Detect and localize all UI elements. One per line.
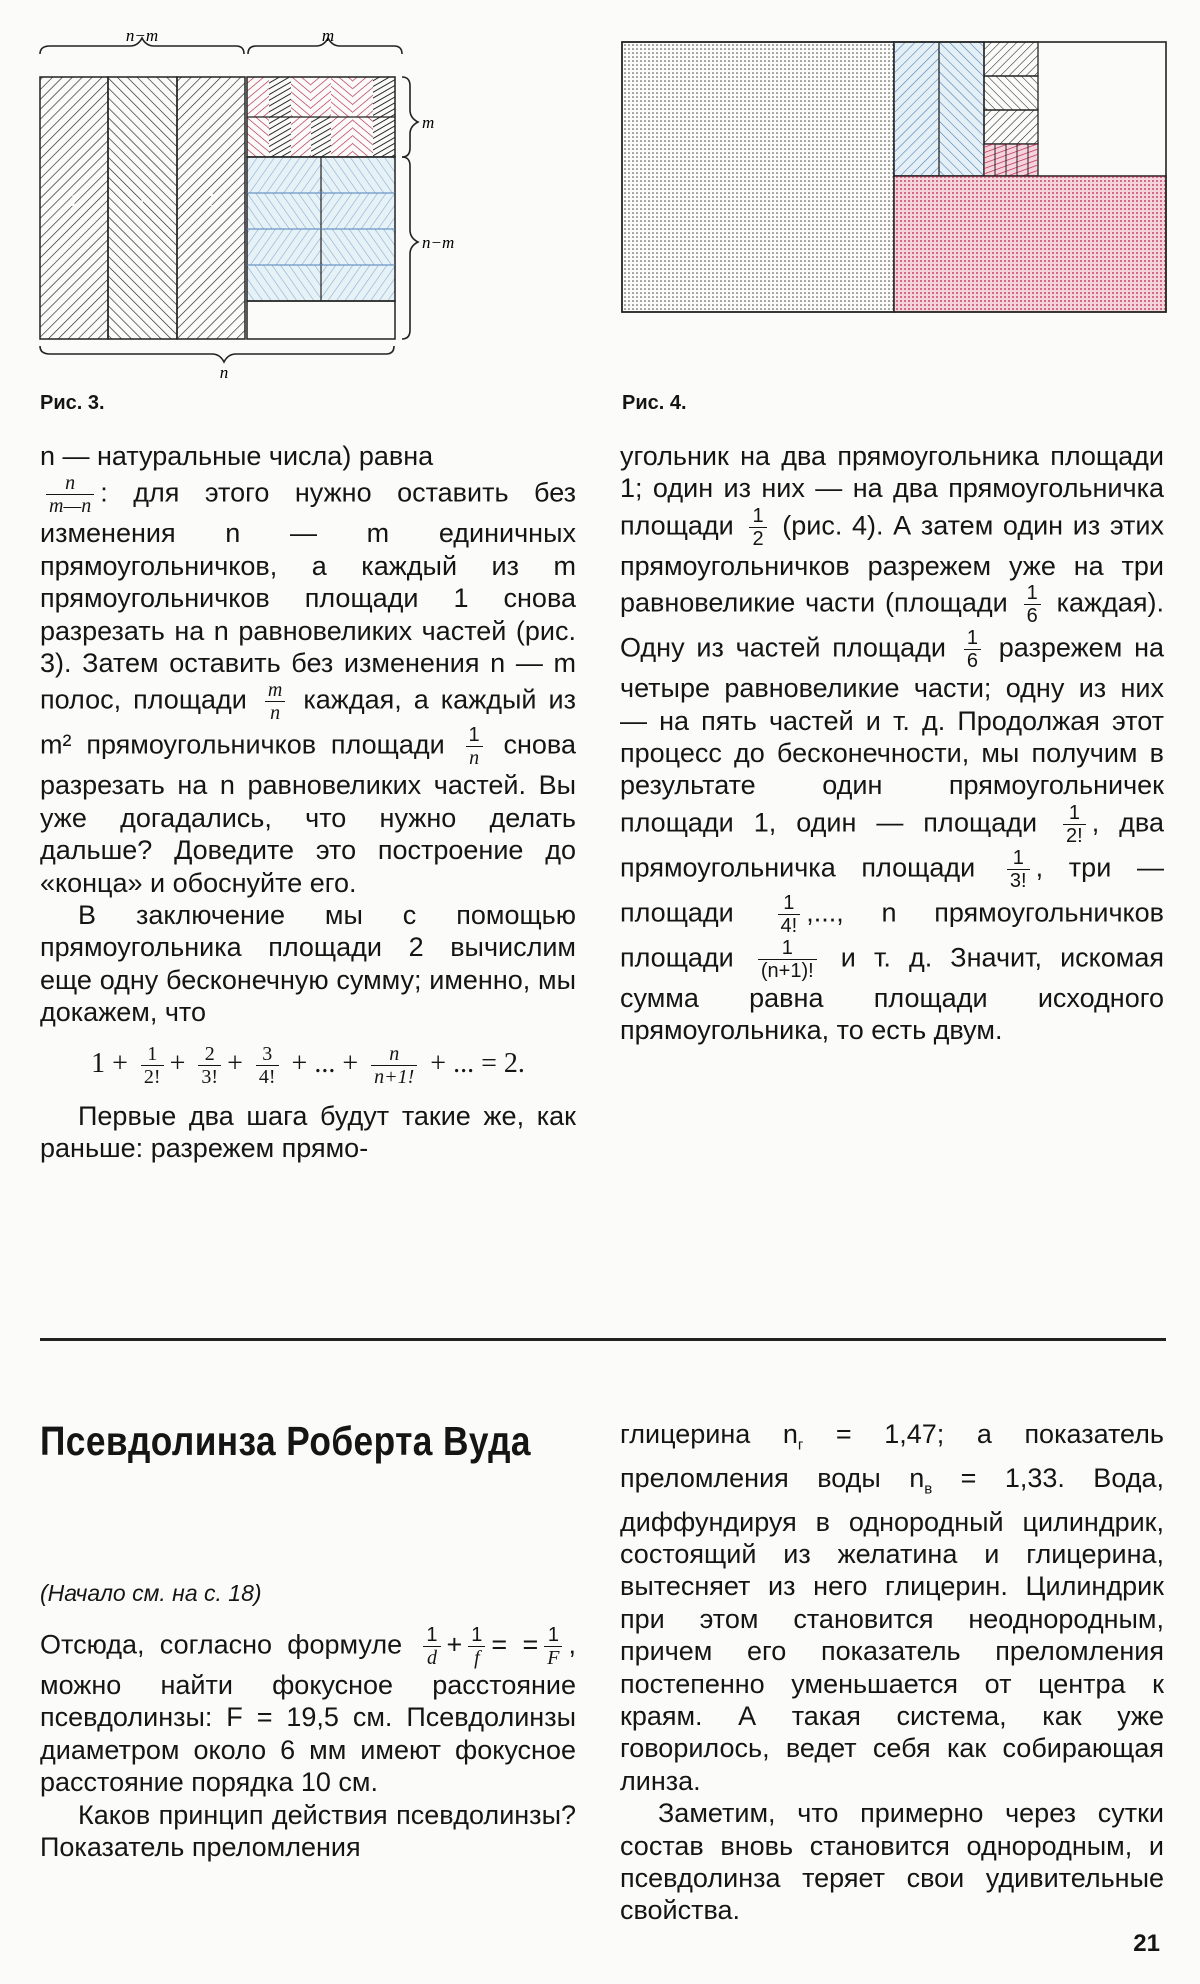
subscript: г <box>797 1436 804 1454</box>
article-paragraph-1 <box>40 1624 576 1799</box>
fig3-cell-label: 1 <box>137 190 147 210</box>
text: ,..., n прямоугольничков площади <box>620 897 1164 973</box>
fraction-den: 3! <box>1009 869 1027 892</box>
fraction <box>1063 802 1086 847</box>
text: = 1,47; а показатель преломления воды n <box>620 1419 1164 1493</box>
text: и т. д. Значит, искомая сумма равна площади исходного прямоугольника, то есть двум. <box>620 942 1164 1046</box>
text: : для этого нужно оставить без изменения n — m единичных прямоугольничков, а каждый из m прямоугольничков площади 1 снова разрезать на n равновеликих частей (рис. 3). Затем оставить без изменения n — m полос, площади <box>40 478 576 716</box>
fraction <box>46 472 94 517</box>
figure-4 <box>620 40 1168 320</box>
fraction <box>544 1624 562 1669</box>
fraction-num: 1 <box>423 1624 440 1647</box>
text: n — натуральные числа) равна <box>40 441 434 471</box>
fig3-label-m-top: m <box>321 30 335 45</box>
fraction <box>778 892 801 937</box>
fraction-num: n <box>46 472 94 495</box>
fig3-red-block <box>247 77 395 157</box>
fraction-num: 3 <box>256 1043 279 1066</box>
section-divider <box>40 1338 1166 1341</box>
text: , можно найти фокусное расстояние псевдолинзы: F = 19,5 см. Псевдолинзы диаметром около 6 мм имеют фокусное расстояние порядка 10 см. <box>40 1629 576 1798</box>
fraction-num: 1 <box>544 1624 562 1647</box>
formula-dots: + ... + <box>291 1047 359 1079</box>
left-paragraph-2: В заключение мы с помощью прямоугольника площади 2 вычислим еще одну бесконечную сумму; именно, мы докажем, что <box>40 900 576 1028</box>
article-title: Псевдолинза Роберта Вуда <box>40 1418 531 1464</box>
fraction-num: 1 <box>1007 847 1030 870</box>
fig3-cell-label: 1 <box>69 190 79 210</box>
fraction-den: d <box>426 1647 437 1669</box>
text: Отсюда, согласно формуле <box>40 1629 403 1660</box>
text: = 1,33. Вода, диффундируя в однородный цилиндрик, состоящий из желатина и глицерина, вытесняет из него глицерин. Цилиндрик при этом становится неоднородным, причем его показатель преломления постепенно уменьшается от центра к краям. А такая система, как уже говорилось, ведет себя как собирающая линза. <box>620 1462 1165 1796</box>
fraction-den: 4! <box>258 1065 276 1088</box>
fraction <box>265 679 285 724</box>
fraction-num: 1 <box>758 937 817 960</box>
fig3-label-m-right: m <box>422 113 435 132</box>
article-left-column <box>40 1624 576 1863</box>
text: каждая). Одну из частей площади <box>620 587 1164 663</box>
fraction-den: n <box>469 747 480 770</box>
fraction <box>466 724 483 769</box>
fraction <box>468 1624 485 1669</box>
article-paragraph-4: Заметим, что примерно через сутки состав вновь становится однородным, и псевдолинза теряет свои удивительные свойства. <box>620 1798 1164 1926</box>
fraction-num: 1 <box>1063 802 1086 825</box>
continuation-note: (Начало см. на с. 18) <box>40 1580 262 1606</box>
sum-formula: 1 + $\frac{1}{2!}$ + $\frac{2}{3!}$ + $\frac{3}{4!}$ + ... + $\frac{n}{n+1!}$ + ... = 2. <box>91 1042 525 1088</box>
fraction-den: f <box>474 1647 480 1669</box>
fraction <box>1024 582 1041 627</box>
left-paragraph-3: Первые два шага будут такие же, как раньше: разрежем прямо- <box>40 1100 576 1164</box>
figure-3-caption: Рис. 3. <box>40 392 105 414</box>
fig3-cell-label: 1 <box>206 190 216 210</box>
text: разрежем на четыре равновеликие части; одну из них — на пять частей и т. д. Продолжая этот процесс до бесконечности, мы получим в результате один прямоугольничек площади 1, один — площади <box>620 632 1165 838</box>
fraction <box>1007 847 1030 892</box>
text: снова разрезать на n равновеликих частей. Вы уже догадались, что нужно делать дальше? Доведите это построение до «конца» и обоснуйте его. <box>40 730 576 898</box>
left-column <box>40 440 576 1165</box>
article-paragraph-2: Каков принцип действия псевдолинзы? Показатель преломления <box>40 1799 576 1863</box>
fig3-label-n-bottom: n <box>219 363 229 382</box>
fraction-den: 4! <box>780 914 798 937</box>
fraction-den: 2! <box>143 1065 161 1088</box>
fraction <box>198 1043 221 1088</box>
fraction-den: m—n <box>49 495 92 518</box>
figure-3 <box>30 30 550 390</box>
fraction-num: 1 <box>749 505 766 528</box>
fraction-num: n <box>371 1043 417 1066</box>
operator: = <box>522 1629 539 1660</box>
page-number: 21 <box>1133 1930 1160 1957</box>
text: глицерина n <box>620 1419 798 1449</box>
figure-4-caption: Рис. 4. <box>622 392 687 414</box>
left-paragraph-1 <box>40 440 576 899</box>
fraction-num: 1 <box>466 724 483 747</box>
fig3-label-n-minus-m-top: n−m <box>125 30 159 45</box>
text: (рис. 4). А затем один из этих прямоугольничков разрежем уже на три равновеликие части (площади <box>620 510 1164 618</box>
fraction-den: 2 <box>752 527 764 550</box>
fraction-den: 2! <box>1066 824 1083 847</box>
fig3-blue-block <box>247 157 395 339</box>
text: , три — площади <box>620 852 1164 928</box>
fig3-label-n-minus-m-right: n−m <box>422 233 455 252</box>
fraction <box>758 937 817 982</box>
fraction-den: 3! <box>201 1065 219 1088</box>
text: угольник на два прямоугольника площади 1; один из них — на два прямоугольничка площади <box>620 441 1164 541</box>
fraction <box>371 1043 417 1088</box>
fraction-num: 1 <box>468 1624 485 1647</box>
fraction-den: n <box>270 702 281 725</box>
fraction <box>423 1624 440 1669</box>
fraction-num: m <box>265 679 285 702</box>
article-right-column <box>620 1418 1164 1927</box>
fraction <box>141 1043 164 1088</box>
fraction-num: 1 <box>141 1043 164 1066</box>
formula-term: 1 <box>91 1047 106 1079</box>
right-paragraph-1 <box>620 440 1164 1047</box>
fraction <box>964 627 981 672</box>
fraction-num: 2 <box>198 1043 221 1066</box>
fraction-den: F <box>547 1647 560 1669</box>
operator: = <box>491 1629 508 1660</box>
text: , два прямоугольничка площади <box>620 807 1164 883</box>
fraction-num: 1 <box>964 627 981 650</box>
formula-tail: + ... = 2. <box>430 1047 525 1079</box>
operator: + <box>446 1629 463 1660</box>
fraction-den: 6 <box>966 650 978 673</box>
fraction-num: 1 <box>1024 582 1041 605</box>
fraction-den: n+1! <box>374 1065 415 1088</box>
fraction <box>256 1043 279 1088</box>
fraction-num: 1 <box>778 892 801 915</box>
text: каждая, а каждый из m² прямоугольничков площади <box>40 685 576 761</box>
fraction <box>749 505 766 550</box>
subscript: в <box>924 1480 933 1498</box>
right-column <box>620 440 1164 1047</box>
fraction-den: 6 <box>1026 605 1038 628</box>
article-paragraph-3 <box>620 1418 1164 1797</box>
fraction-den: (n+1)! <box>760 959 814 982</box>
